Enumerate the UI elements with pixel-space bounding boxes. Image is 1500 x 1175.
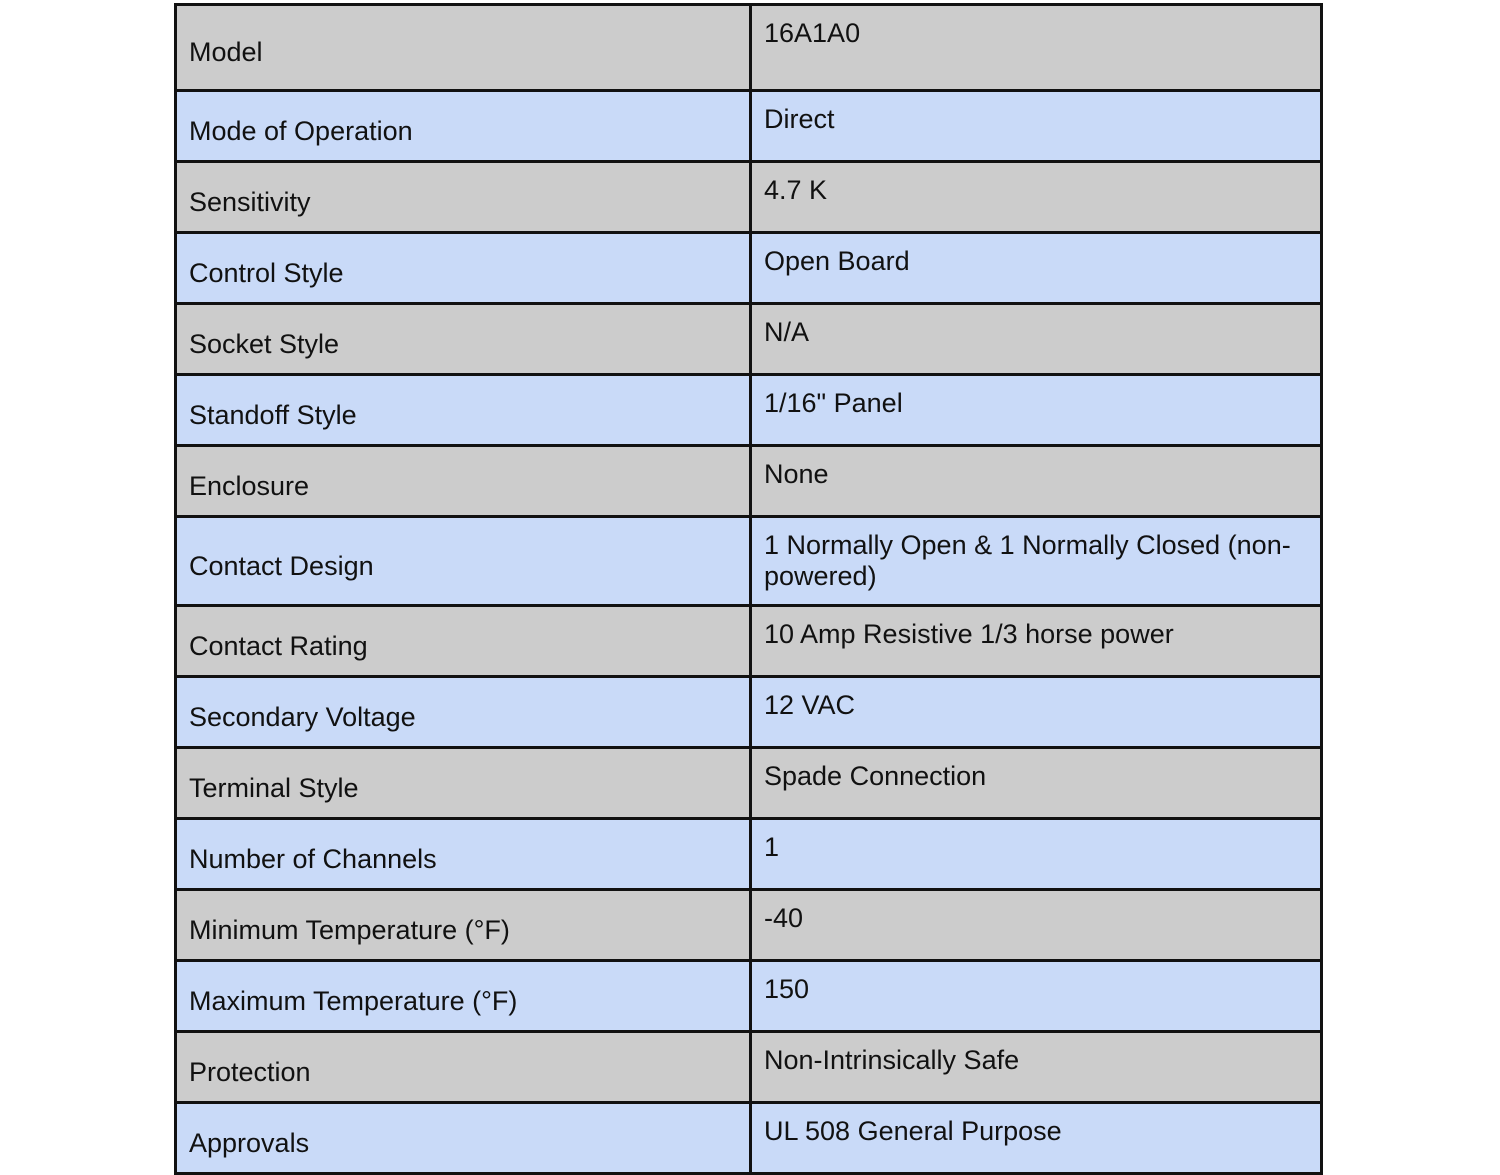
spec-value: -40 (751, 890, 1322, 961)
spec-value: Direct (751, 91, 1322, 162)
spec-label: Mode of Operation (176, 91, 751, 162)
spec-value: 16A1A0 (751, 5, 1322, 91)
spec-label: Approvals (176, 1103, 751, 1174)
spec-label: Secondary Voltage (176, 677, 751, 748)
spec-row (176, 517, 1322, 606)
spec-row (176, 162, 1322, 233)
spec-label: Protection (176, 1032, 751, 1103)
spec-value: None (751, 446, 1322, 517)
spec-value: Non-Intrinsically Safe (751, 1032, 1322, 1103)
spec-value: 150 (751, 961, 1322, 1032)
spec-value: 1 Normally Open & 1 Normally Closed (non-powered) (751, 517, 1322, 606)
spec-row (176, 5, 1322, 91)
spec-label: Control Style (176, 233, 751, 304)
spec-label: Maximum Temperature (°F) (176, 961, 751, 1032)
spec-row (176, 819, 1322, 890)
spec-value: 12 VAC (751, 677, 1322, 748)
spec-label: Number of Channels (176, 819, 751, 890)
spec-row (176, 748, 1322, 819)
spec-label: Enclosure (176, 446, 751, 517)
spec-row (176, 1103, 1322, 1174)
spec-label: Standoff Style (176, 375, 751, 446)
spec-row (176, 91, 1322, 162)
spec-row (176, 961, 1322, 1032)
spec-label: Terminal Style (176, 748, 751, 819)
spec-label: Contact Design (176, 517, 751, 606)
spec-table (174, 3, 1323, 1175)
spec-row (176, 890, 1322, 961)
spec-value: UL 508 General Purpose (751, 1103, 1322, 1174)
spec-label: Model (176, 5, 751, 91)
spec-row (176, 446, 1322, 517)
spec-label: Contact Rating (176, 606, 751, 677)
spec-row (176, 233, 1322, 304)
spec-row (176, 375, 1322, 446)
spec-row (176, 304, 1322, 375)
spec-label: Minimum Temperature (°F) (176, 890, 751, 961)
spec-value: 4.7 K (751, 162, 1322, 233)
spec-row (176, 1032, 1322, 1103)
spec-value: N/A (751, 304, 1322, 375)
spec-row (176, 677, 1322, 748)
spec-value: 10 Amp Resistive 1/3 horse power (751, 606, 1322, 677)
spec-value: 1/16" Panel (751, 375, 1322, 446)
spec-value: Spade Connection (751, 748, 1322, 819)
spec-label: Sensitivity (176, 162, 751, 233)
spec-value: Open Board (751, 233, 1322, 304)
spec-label: Socket Style (176, 304, 751, 375)
spec-value: 1 (751, 819, 1322, 890)
spec-row (176, 606, 1322, 677)
